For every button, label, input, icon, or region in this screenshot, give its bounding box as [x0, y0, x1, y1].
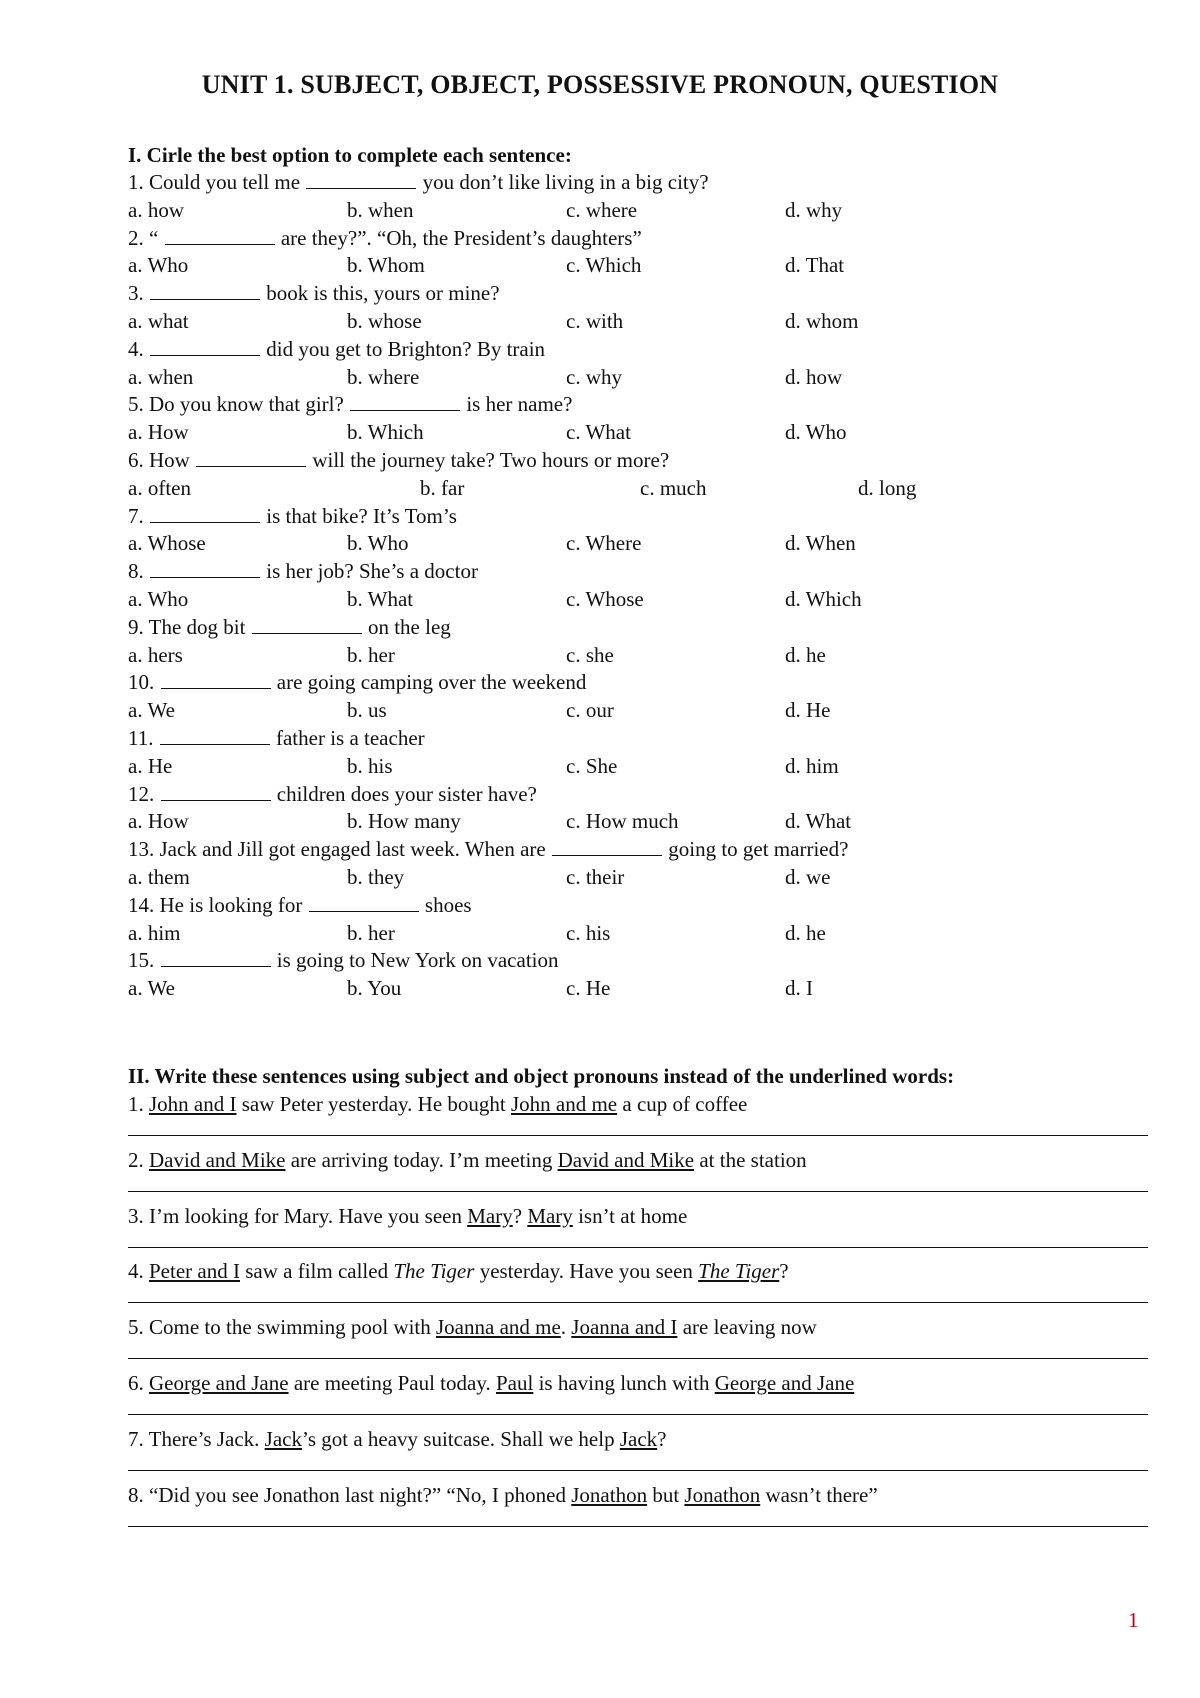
question-stem	[128, 503, 1128, 531]
question-stem	[128, 558, 1128, 586]
answer-blank[interactable]	[150, 559, 260, 578]
answer-options	[128, 864, 1128, 892]
answer-option[interactable]: c. his	[566, 920, 611, 945]
answer-option[interactable]: b. You	[347, 976, 402, 1001]
answer-option[interactable]: b. What	[347, 586, 414, 611]
rewrite-item	[128, 1090, 1158, 1146]
question-text: is that bike? It’s Tom’s	[261, 503, 457, 528]
answer-option[interactable]: b. us	[347, 698, 387, 723]
underlined-words: Jonathon	[571, 1482, 648, 1507]
section2-heading: II. Write these sentences using subject and object pronouns instead of the underlined words:	[128, 1064, 955, 1088]
underlined-words: Jonathon	[684, 1482, 761, 1507]
answer-blank[interactable]	[252, 615, 362, 634]
underlined-words: Jack	[264, 1426, 302, 1451]
answer-option[interactable]: a. when	[128, 364, 194, 389]
rewrite-item	[128, 1369, 1158, 1425]
sentence-text: are leaving now	[677, 1315, 817, 1340]
underlined-words: Jack	[619, 1426, 658, 1451]
sentence-text: is having lunch with	[533, 1370, 715, 1395]
sentence-text: are arriving today. I’m meeting	[285, 1147, 558, 1172]
answer-option[interactable]: d. he	[785, 920, 826, 945]
rewrite-item	[128, 1481, 1158, 1537]
answer-option[interactable]: c. What	[566, 420, 631, 445]
answer-blank[interactable]	[309, 893, 419, 912]
question-text: book is this, yours or mine?	[261, 281, 500, 306]
answer-option[interactable]: a. We	[128, 976, 175, 1001]
rewrite-item	[128, 1313, 1158, 1369]
rewrite-sentence	[128, 1313, 1158, 1341]
question-text: 6. How	[128, 447, 196, 472]
answer-option[interactable]: a. How	[128, 809, 189, 834]
answer-option[interactable]: d. whom	[785, 308, 859, 333]
underlined-words: Joanna and me	[436, 1315, 561, 1340]
answer-option[interactable]: c. Where	[566, 531, 642, 556]
answer-option[interactable]: a. how	[128, 197, 184, 222]
answer-option[interactable]: c. our	[566, 698, 614, 723]
answer-blank[interactable]	[150, 337, 260, 356]
answer-option[interactable]: a. hers	[128, 642, 183, 667]
question-text: 5. Do you know that girl?	[128, 392, 350, 417]
answer-option[interactable]: d. Who	[785, 420, 847, 445]
answer-blank[interactable]	[150, 281, 260, 300]
question-stem	[128, 391, 1128, 419]
sentence-text: ’s got a heavy suitcase. Shall we help	[301, 1426, 620, 1451]
section1-heading: I. Cirle the best option to complete each sentence:	[128, 143, 572, 167]
question-text: is her job? She’s a doctor	[261, 559, 478, 584]
question-text: 7.	[128, 503, 149, 528]
rewrite-sentence	[128, 1257, 1158, 1285]
answer-option[interactable]: b. when	[347, 197, 414, 222]
sentence-text: at the station	[694, 1147, 807, 1172]
sentence-text: saw Peter yesterday. He bought	[236, 1092, 511, 1116]
underlined-words: The Tiger	[698, 1259, 780, 1284]
answer-option[interactable]: a. often	[128, 475, 191, 500]
question-text: 13. Jack and Jill got engaged last week. When are	[128, 837, 551, 862]
answer-line[interactable]	[128, 1135, 1148, 1136]
sentence-text: are meeting Paul today.	[288, 1370, 496, 1395]
answer-line[interactable]	[128, 1302, 1148, 1303]
sentence-text: but	[647, 1482, 685, 1507]
answer-line[interactable]	[128, 1358, 1148, 1359]
answer-option[interactable]: a. He	[128, 753, 173, 778]
question-stem	[128, 781, 1128, 809]
page-number: 1	[1128, 1608, 1139, 1632]
question-stem	[128, 836, 1128, 864]
rewrite-list	[128, 1090, 1158, 1536]
answer-options	[128, 308, 1128, 336]
sentence-text: 1.	[128, 1092, 149, 1116]
answer-option[interactable]: d. we	[785, 864, 831, 889]
answer-options	[128, 419, 1128, 447]
underlined-words: Mary	[527, 1203, 573, 1228]
sentence-text: 7. There’s Jack.	[128, 1426, 265, 1451]
rewrite-sentence	[128, 1425, 1158, 1453]
sentence-text: The Tiger	[393, 1259, 475, 1284]
question-text: father is a teacher	[270, 725, 425, 750]
question-stem	[128, 169, 1128, 197]
answer-option[interactable]: d. That	[785, 253, 845, 278]
rewrite-item	[128, 1202, 1158, 1258]
rewrite-sentence	[128, 1146, 1158, 1174]
sentence-text: yesterday. Have you seen	[474, 1259, 699, 1284]
answer-options	[128, 252, 1128, 280]
sentence-text: 6.	[128, 1370, 149, 1395]
underlined-words: Mary	[467, 1203, 513, 1228]
answer-options	[128, 920, 1128, 948]
question-text: are going camping over the weekend	[271, 670, 587, 695]
answer-options	[128, 642, 1128, 670]
rewrite-sentence	[128, 1481, 1158, 1509]
question-text: 8.	[128, 559, 149, 584]
answer-blank[interactable]	[306, 170, 416, 189]
question-stem	[128, 447, 1128, 475]
answer-option[interactable]: d. how	[785, 364, 843, 389]
answer-options	[128, 197, 1128, 225]
question-text: 1. Could you tell me	[128, 170, 306, 194]
section-multiple-choice	[128, 141, 1128, 1003]
answer-blank[interactable]	[150, 504, 260, 523]
answer-option[interactable]: b. far	[420, 475, 465, 500]
answer-option[interactable]: b. where	[347, 364, 420, 389]
answer-option[interactable]: a. Who	[128, 586, 189, 611]
answer-option[interactable]: d. He	[785, 698, 831, 723]
page-title: UNIT 1. SUBJECT, OBJECT, POSSESSIVE PRONOUN, QUESTION	[201, 70, 999, 99]
answer-option[interactable]: a. We	[128, 698, 175, 723]
answer-blank[interactable]	[196, 448, 306, 467]
answer-options	[128, 364, 1128, 392]
question-stem	[128, 669, 1128, 697]
sentence-text: wasn’t there”	[760, 1482, 878, 1507]
question-text: are they?”. “Oh, the President’s daughters”	[275, 225, 642, 250]
underlined-words: David and Mike	[149, 1147, 286, 1172]
answer-options	[128, 530, 1128, 558]
answer-option[interactable]: c. much	[640, 475, 707, 500]
question-text: did you get to Brighton? By train	[261, 336, 546, 361]
answer-options	[128, 586, 1128, 614]
sentence-text: ?	[779, 1259, 789, 1284]
sentence-text: 2.	[128, 1147, 149, 1172]
question-text: 3.	[128, 281, 149, 306]
question-text: 15.	[128, 948, 160, 973]
answer-line[interactable]	[128, 1247, 1148, 1248]
question-text: is going to New York on vacation	[271, 948, 559, 973]
answer-blank[interactable]	[160, 726, 270, 745]
answer-option[interactable]: b. How many	[347, 809, 461, 834]
answer-option[interactable]: b. whose	[347, 308, 422, 333]
underlined-words: Peter and I	[149, 1259, 240, 1284]
question-text: children does your sister have?	[271, 781, 537, 806]
underlined-words: John and I	[149, 1092, 237, 1116]
answer-option[interactable]: c. She	[566, 753, 618, 778]
answer-option[interactable]: b. Which	[347, 420, 424, 445]
rewrite-item	[128, 1425, 1158, 1481]
question-stem	[128, 947, 1128, 975]
sentence-text: 5. Come to the swimming pool with	[128, 1315, 436, 1340]
answer-line[interactable]	[128, 1526, 1148, 1527]
underlined-words: Joanna and I	[571, 1315, 678, 1340]
answer-option[interactable]: c. she	[566, 642, 614, 667]
answer-option[interactable]: c. Whose	[566, 586, 644, 611]
sentence-text: saw a film called	[239, 1259, 394, 1284]
answer-option[interactable]: b. they	[347, 864, 405, 889]
sentence-text: .	[560, 1315, 572, 1340]
answer-option[interactable]: a. How	[128, 420, 189, 445]
question-text: 14. He is looking for	[128, 892, 308, 917]
answer-option[interactable]: b. her	[347, 642, 395, 667]
answer-options	[128, 697, 1128, 725]
answer-option[interactable]: d. What	[785, 809, 852, 834]
question-stem	[128, 225, 1128, 253]
answer-line[interactable]	[128, 1414, 1148, 1415]
answer-option[interactable]: a. them	[128, 864, 190, 889]
underlined-words: David and Mike	[557, 1147, 695, 1172]
answer-option[interactable]: a. Whose	[128, 531, 206, 556]
rewrite-sentence	[128, 1090, 1158, 1118]
answer-option[interactable]: c. where	[566, 197, 638, 222]
answer-line[interactable]	[128, 1470, 1148, 1471]
answer-options	[128, 808, 1128, 836]
question-text: 2. “	[128, 225, 164, 250]
question-stem	[128, 614, 1128, 642]
answer-option[interactable]: d. When	[785, 531, 856, 556]
section-rewrite	[128, 1062, 1158, 1536]
underlined-words: Paul	[495, 1370, 534, 1395]
answer-option[interactable]: c. Which	[566, 253, 642, 278]
answer-option[interactable]: c. their	[566, 864, 625, 889]
answer-option[interactable]: d. why	[785, 197, 843, 222]
question-text: 12.	[128, 781, 160, 806]
answer-option[interactable]: a. Who	[128, 253, 189, 278]
sentence-text: isn’t at home	[572, 1203, 688, 1228]
question-text: is her name?	[461, 392, 573, 417]
answer-option[interactable]: b. Who	[347, 531, 409, 556]
answer-option[interactable]: b. her	[347, 920, 395, 945]
answer-option[interactable]: b. his	[347, 753, 393, 778]
question-text: 11.	[128, 725, 159, 750]
answer-blank[interactable]	[161, 948, 271, 967]
answer-option[interactable]: a. what	[128, 308, 189, 333]
sentence-text: 4.	[128, 1259, 149, 1284]
question-text: 10.	[128, 670, 160, 695]
answer-option[interactable]: c. He	[566, 976, 611, 1001]
question-stem	[128, 280, 1128, 308]
answer-options	[128, 475, 1128, 503]
question-stem	[128, 892, 1128, 920]
answer-option[interactable]: d. I	[785, 976, 813, 1001]
rewrite-sentence	[128, 1202, 1158, 1230]
question-text: you don’t like living in a big city?	[417, 170, 709, 194]
answer-option[interactable]: c. with	[566, 308, 624, 333]
answer-options	[128, 975, 1128, 1003]
underlined-words: George and Jane	[149, 1370, 289, 1395]
answer-blank[interactable]	[165, 226, 275, 245]
question-text: shoes	[419, 892, 472, 917]
sentence-text: a cup of coffee	[617, 1092, 748, 1116]
rewrite-item	[128, 1257, 1158, 1313]
question-text: 4.	[128, 336, 149, 361]
answer-option[interactable]: c. How much	[566, 809, 679, 834]
question-text: 9. The dog bit	[128, 614, 251, 639]
answer-option[interactable]: c. why	[566, 364, 622, 389]
answer-blank[interactable]	[161, 782, 271, 801]
answer-option[interactable]: d. he	[785, 642, 826, 667]
answer-option[interactable]: d. long	[858, 475, 917, 500]
answer-blank[interactable]	[552, 837, 662, 856]
sentence-text: 8. “Did you see Jonathon last night?” “No, I phoned	[128, 1482, 572, 1507]
rewrite-sentence	[128, 1369, 1158, 1397]
question-text: on the leg	[362, 614, 451, 639]
underlined-words: George and Jane	[714, 1370, 855, 1395]
answer-blank[interactable]	[350, 392, 460, 411]
question-stem	[128, 725, 1128, 753]
question-text: going to get married?	[662, 837, 849, 862]
sentence-text: 3. I’m looking for Mary. Have you seen	[128, 1203, 468, 1228]
answer-option[interactable]: d. him	[785, 753, 839, 778]
question-list	[128, 169, 1128, 1003]
sentence-text: ?	[512, 1203, 528, 1228]
sentence-text: ?	[657, 1426, 667, 1451]
answer-line[interactable]	[128, 1191, 1148, 1192]
answer-option[interactable]: b. Whom	[347, 253, 425, 278]
answer-option[interactable]: d. Which	[785, 586, 862, 611]
rewrite-item	[128, 1146, 1158, 1202]
question-stem	[128, 336, 1128, 364]
answer-option[interactable]: a. him	[128, 920, 181, 945]
answer-blank[interactable]	[161, 670, 271, 689]
underlined-words: John and me	[510, 1092, 618, 1116]
answer-options	[128, 753, 1128, 781]
question-text: will the journey take? Two hours or more?	[307, 447, 670, 472]
